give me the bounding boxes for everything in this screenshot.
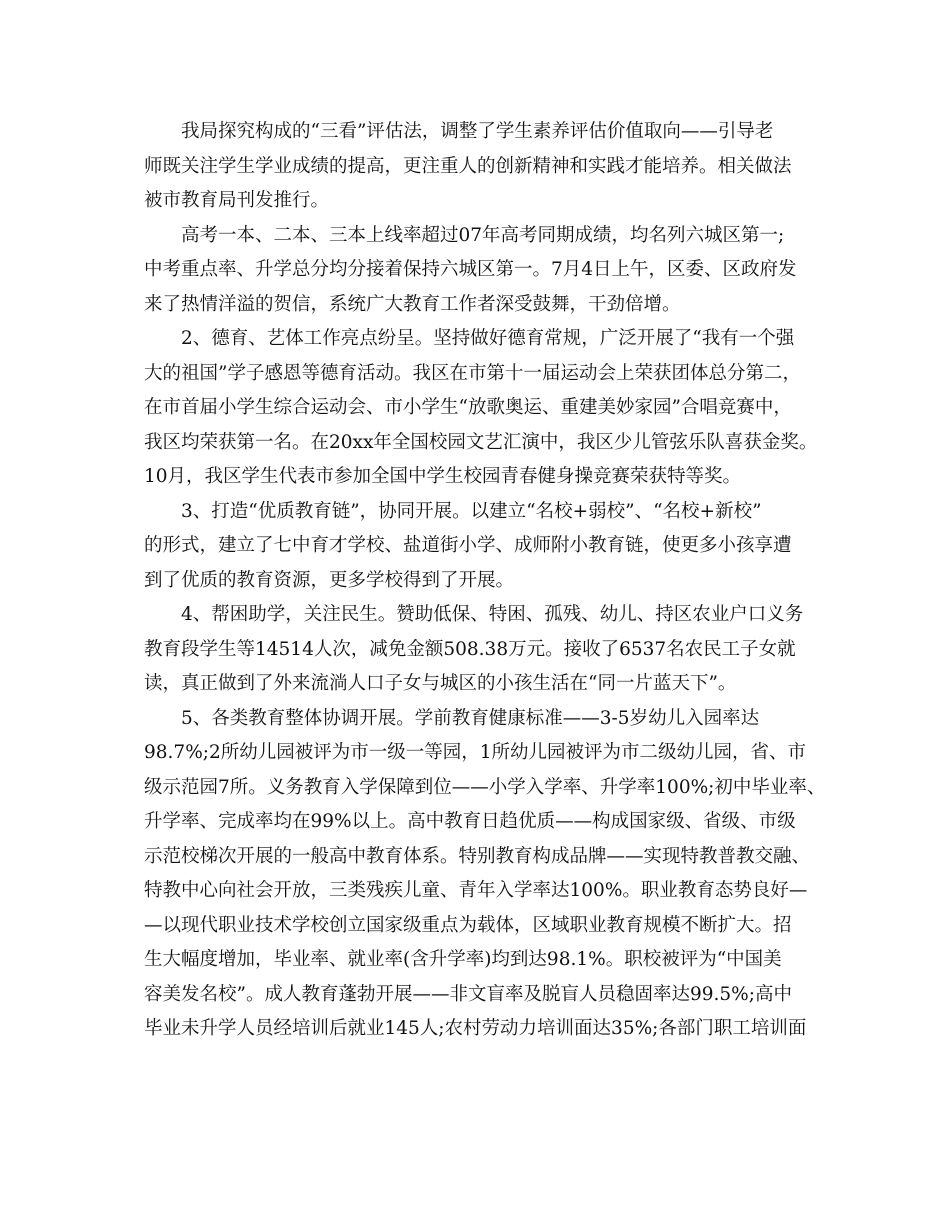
text-line: 师既关注学生学业成绩的提高，更注重人的创新精神和实践才能培养。相关做法 xyxy=(144,155,792,177)
text-line: 升学率、完成率均在99%以上。高中教育日趋优质——构成国家级、省级、市级 xyxy=(144,811,796,832)
text-line: 到了优质的教育资源，更多学校得到了开展。 xyxy=(144,569,515,591)
text-line: 级示范园7所。义务教育入学保障到位——小学入学率、升学率100%;初中毕业率、 xyxy=(144,776,826,798)
text-line: 我局探究构成的“三看”评估法，调整了学生素养评估价值取向——引导老 xyxy=(181,121,774,142)
text-line: —以现代职业技术学校创立国家级重点为载体，区域职业教育规模不断扩大。招 xyxy=(144,914,792,936)
text-line: 生大幅度增加，毕业率、就业率(含升学率)均到达98.1%。职校被评为“中国美 xyxy=(144,949,782,970)
text-line: 读，真正做到了外来流淌人口子女与城区的小孩生活在“同一片蓝天下”。 xyxy=(144,673,737,694)
text-line: 我区均荣获第一名。在20xx年全国校园文艺汇演中，我区少儿管弦乐队喜获金奖。 xyxy=(144,431,818,453)
text-line: 10月，我区学生代表市参加全国中学生校园青春健身操竞赛荣获特等奖。 xyxy=(144,466,742,487)
text-line: 示范校梯次开展的一般高中教育体系。特别教育构成品牌——实现特教普教交融、 xyxy=(144,845,811,867)
text-line: 大的祖国”学子感恩等德育活动。我区在市第十一届运动会上荣获团体总分第二， xyxy=(144,362,801,384)
text-line: 98.7%;2所幼儿园被评为市一级一等园，1所幼儿园被评为市二级幼儿园，省、市 xyxy=(144,742,807,763)
text-line: 来了热情洋溢的贺信，系统广大教育工作者深受鼓舞，干劲倍增。 xyxy=(144,293,681,315)
text-line: 教育段学生等14514人次，减免金额508.38万元。接收了6537名农民工子女就 xyxy=(144,638,796,660)
text-line: 3、打造“优质教育链”，协同开展。以建立“名校+弱校”、“名校+新校” xyxy=(181,500,762,522)
text-line: 毕业未升学人员经培训后就业145人;农村劳动力培训面达35%;各部门职工培训面 xyxy=(144,1018,807,1039)
text-line: 容美发名校”。成人教育蓬勃开展——非文盲率及脱盲人员稳固率达99.5%;高中 xyxy=(144,983,792,1005)
text-line: 被市教育局刊发推行。 xyxy=(144,190,330,211)
text-line: 在市首届小学生综合运动会、市小学生“放歌奥运、重建美妙家园”合唱竞赛中， xyxy=(144,397,792,418)
document-body xyxy=(144,115,824,1047)
text-line: 的形式，建立了七中育才学校、盐道街小学、成师附小教育链，使更多小孩享遭 xyxy=(144,535,792,556)
text-line: 5、各类教育整体协调开展。学前教育健康标准——3-5岁幼儿入园率达 xyxy=(181,707,760,729)
text-line: 中考重点率、升学总分均分接着保持六城区第一。7月4日上午，区委、区政府发 xyxy=(144,259,797,280)
text-line: 4、帮困助学，关注民生。赞助低保、特困、孤残、幼儿、持区农业户口义务 xyxy=(181,604,804,625)
text-line: 特教中心向社会开放，三类残疾儿童、青年入学率达100%。职业教育态势良好— xyxy=(144,880,808,901)
text-line: 高考一本、二本、三本上线率超过07年高考同期成绩，均名列六城区第一; xyxy=(181,224,785,246)
text-line: 2、德育、艺体工作亮点纷呈。坚持做好德育常规，广泛开展了“我有一个强 xyxy=(181,328,795,349)
